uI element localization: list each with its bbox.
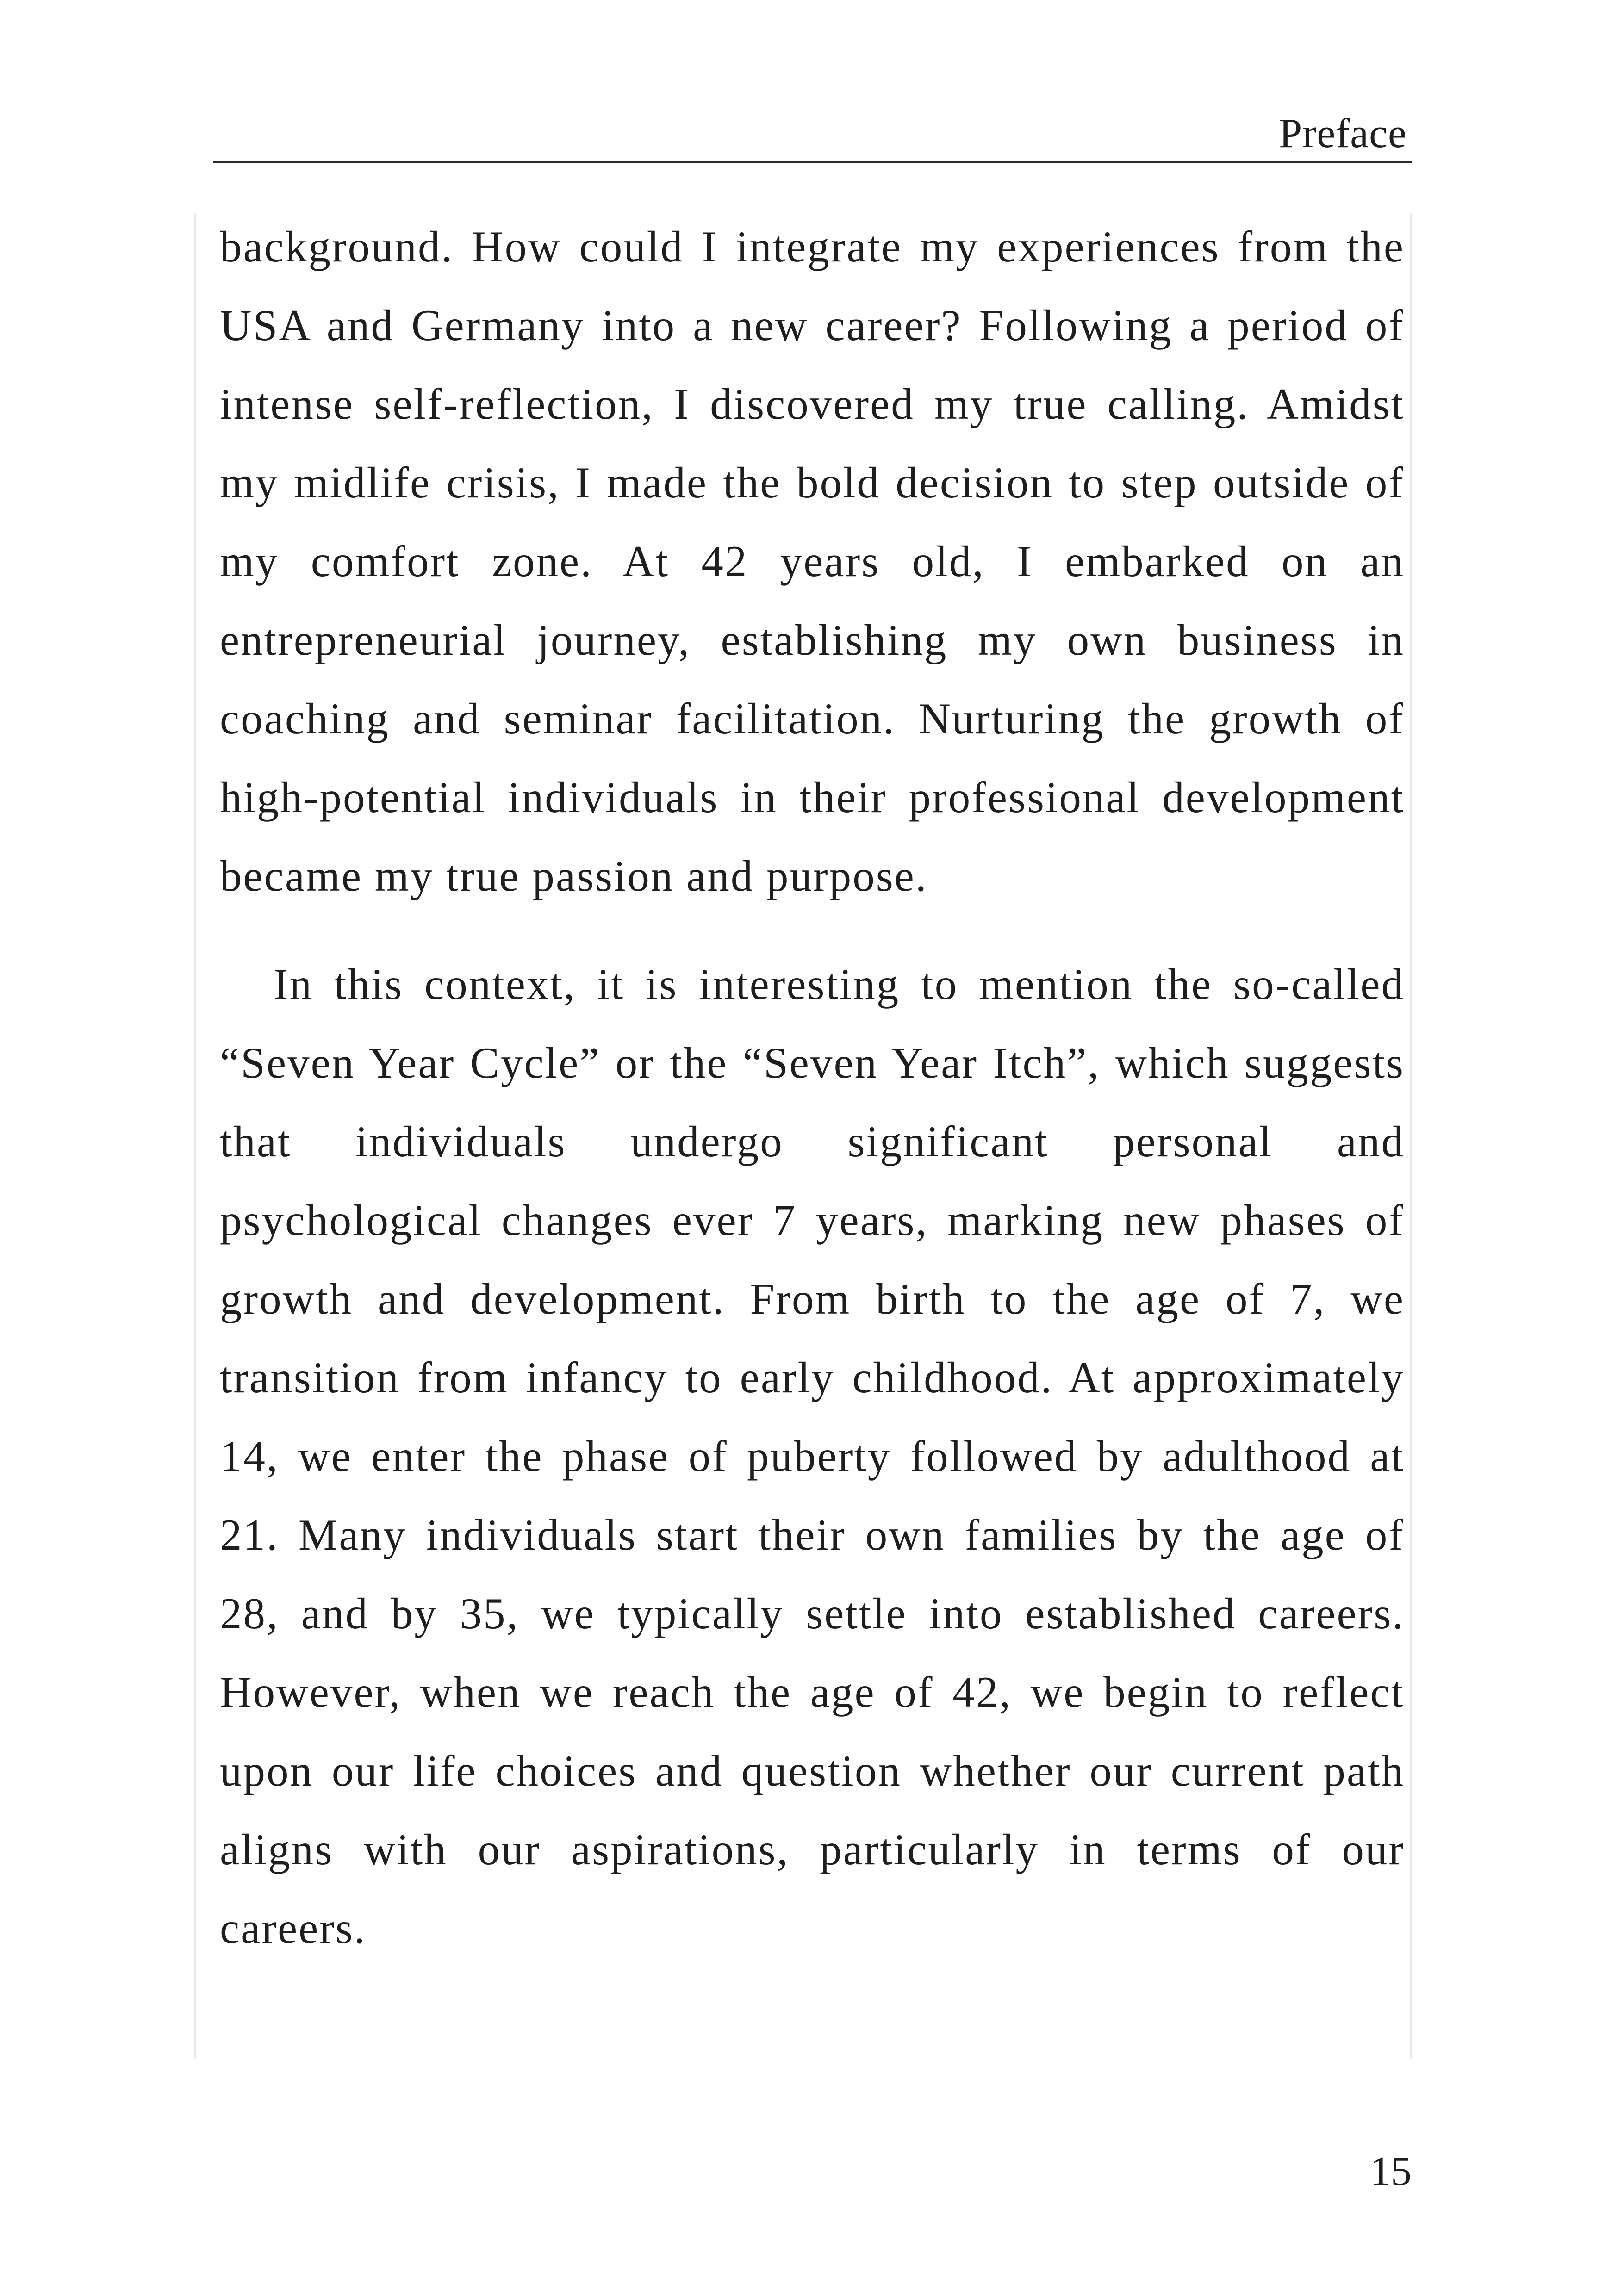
page-number: 15 bbox=[1370, 2148, 1412, 2194]
running-header bbox=[213, 105, 1412, 163]
body-text bbox=[220, 207, 1405, 1967]
paragraph: In this context, it is interesting to mention the so-called “Seven Year Cycle” or the “Seven Year Itch”, which suggests that individuals undergo significant personal and psychological changes ever 7 years, marking new phases of growth and development. From birth to the age of 7, we transition from infancy to early childhood. At approximately 14, we enter the phase of puberty followed by adulthood at 21. Many individuals start their own families by the age of 28, and by 35, we typically settle into established careers. However, when we reach the age of 42, we begin to reflect upon our life choices and question whether our current path aligns with our aspirations, particularly in terms of our careers. bbox=[220, 960, 1405, 1953]
paragraph: background. How could I integrate my experiences from the USA and Germany into a new career? Following a period of intense self-reflection, I discovered my true calling. Amidst my midlife crisis, I made the bold decision to step outside of my comfort zone. At 42 years old, I embarked on an entrepreneurial journey, establishing my own business in coaching and seminar facilitation. Nurturing the growth of high-potential individuals in their professional development became my true passion and purpose. bbox=[220, 222, 1405, 900]
header-title: Preface bbox=[1279, 111, 1407, 156]
